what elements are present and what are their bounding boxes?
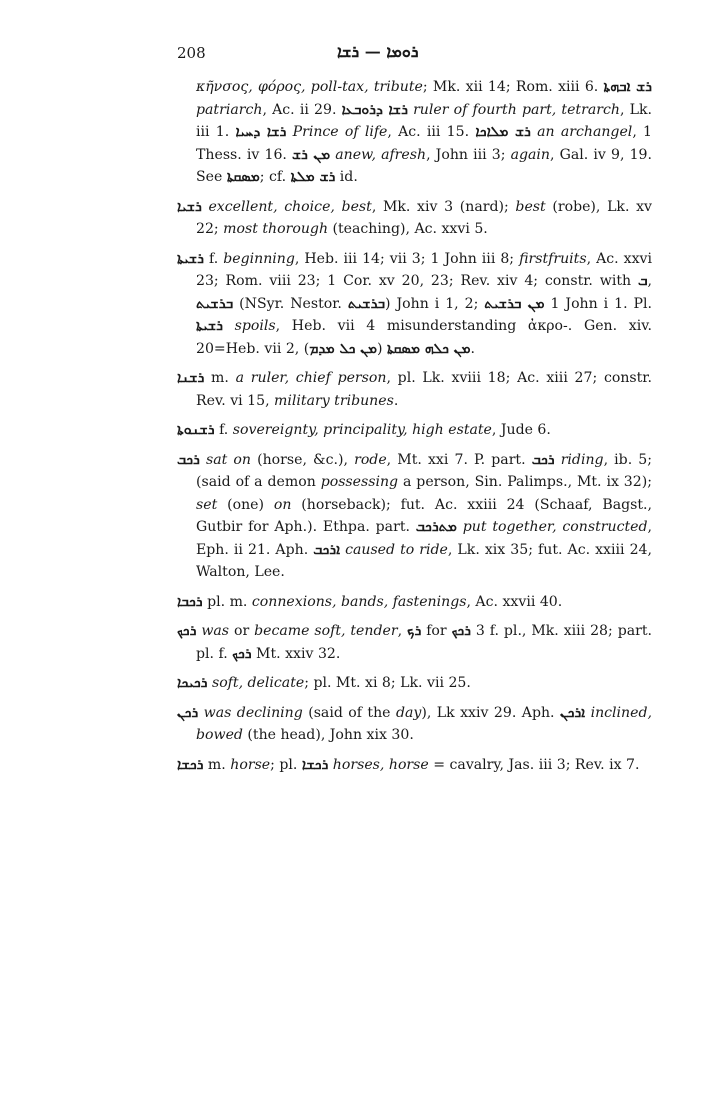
entry-text: for: [421, 623, 452, 639]
entry-text: (horseback); fut. Ac. xxiii 24 (Schaaf, Bagst., Gutbir for Aph.). Ethpa. part.: [196, 496, 652, 535]
entry-text: , Heb. iii 14; vii 3; 1 John iii 8;: [294, 250, 520, 267]
entry-text: = cavalry, Jas. iii 3; Rev. ix 7.: [428, 756, 640, 773]
gloss-text: on: [273, 496, 292, 513]
entry-text: .: [393, 392, 399, 409]
syriac-word: ܪܫܝܬܐ: [196, 318, 223, 334]
dictionary-entry: [177, 367, 652, 412]
syriac-word: ܒܪܫܝܬ: [196, 295, 234, 312]
entry-text: pl. m.: [202, 593, 252, 610]
gloss-text: connexions, bands, fastenings: [251, 593, 467, 610]
syriac-word: ܐܪܟܒ: [313, 541, 341, 558]
entry-text: , Ac. xxvii 40.: [466, 593, 563, 610]
gloss-text: set: [196, 496, 218, 513]
gloss-text: spoils: [234, 318, 276, 334]
entry-text: [223, 318, 235, 334]
entry-text: ,: [647, 273, 652, 289]
entry-text: , Mt. xxi 7. P. part.: [386, 451, 532, 468]
entry-text: , Mk. xiv 3 (nard);: [371, 198, 516, 215]
gloss-text: Prince of life: [292, 124, 388, 140]
entry-text: m.: [204, 370, 236, 386]
gloss-text: ruler of fourth part, tetrarch: [413, 101, 620, 118]
entry-text: .: [470, 340, 475, 357]
gloss-text: poll-tax, tribute: [310, 79, 423, 95]
syriac-word: ܪܫܝܬܐ: [177, 250, 204, 267]
dictionary-entry: [177, 672, 652, 695]
dictionary-entry: [177, 754, 652, 777]
dictionary-entry: [177, 419, 652, 442]
syriac-word: ܪܫܢܐ: [177, 370, 205, 386]
gloss-text: became soft, tender: [254, 623, 398, 639]
gloss-text: patriarch: [196, 101, 263, 118]
entry-text: ): [377, 340, 387, 357]
entry-text: , Jude 6.: [491, 422, 551, 438]
entry-text: , Ac. ii 29.: [262, 101, 342, 118]
gloss-text: riding: [560, 451, 604, 468]
syriac-word: ܪܫܢܘܬܐ: [177, 422, 215, 438]
syriac-word: ܪܟܟ: [232, 645, 252, 662]
syriac-word: ܪܟܟ: [451, 623, 471, 639]
entry-text: , 1 Thess. iv 16.: [196, 124, 653, 163]
gloss-text: caused to ride: [345, 541, 448, 558]
entry-text: (teaching), Ac. xxvi 5.: [328, 221, 488, 237]
entry-text: m.: [203, 756, 231, 773]
gloss-text: inclined, bowed: [196, 704, 652, 743]
running-head: ܪܘܡܐ — ܪܫܐ: [337, 42, 419, 61]
gloss-text: κῆνσος, φόρος,: [196, 79, 311, 95]
gloss-text: day: [395, 704, 422, 721]
syriac-word: ܒ: [637, 273, 648, 289]
page-number: 208: [177, 44, 206, 62]
entry-text: f.: [214, 422, 233, 438]
entry-text: ; cf.: [259, 169, 291, 185]
gloss-text: anew, afresh: [335, 146, 427, 163]
entry-text: , pl. Lk. xviii 18; Ac. xiii 27; constr. Rev. vi 15,: [196, 370, 652, 409]
syriac-word: ܪܟܝܟܐ: [177, 675, 208, 691]
syriac-word: ܪܟܟ: [177, 623, 197, 639]
dictionary-entry: [177, 196, 652, 241]
gloss-text: was declining: [203, 704, 303, 721]
entry-text: , Lk. xix 35; fut. Ac. xxiii 24, Walton, Lee.: [196, 541, 652, 580]
entry-text: (the head), John xix 30.: [242, 727, 414, 743]
entry-text: , Lk. iii 1.: [196, 101, 652, 140]
syriac-word: ܡܢ ܪܫ: [292, 146, 331, 163]
gloss-text: a ruler, chief person: [235, 370, 387, 386]
entry-text: or: [229, 623, 255, 639]
syriac-word: ܪܟ: [406, 623, 422, 639]
entry-text: ,: [397, 623, 407, 639]
entry-text: ; Mk. xii 14; Rom. xiii 6.: [422, 79, 604, 95]
syriac-word: ܪܫ ܡܠܬܐ: [290, 169, 336, 185]
entry-text: (one): [217, 496, 274, 513]
syriac-word: ܪܟܫܐ: [301, 756, 329, 773]
entry-text: ) John i 1, 2;: [385, 295, 485, 312]
syriac-word: ܡܢ ܒܪܫܝܬ: [484, 295, 545, 312]
entry-text: 1 John i 1. Pl.: [544, 295, 653, 312]
entry-text: (robe), Lk. xv 22;: [196, 198, 653, 237]
syriac-word: ܪܟܒ: [177, 451, 200, 468]
gloss-text: sat on: [205, 451, 251, 468]
entry-text: (horse, &c.),: [250, 451, 355, 468]
gloss-text: sovereignty, principality, high estate: [232, 422, 492, 438]
gloss-text: an archangel: [537, 124, 633, 140]
syriac-word: ܪܟܒ: [531, 451, 555, 468]
gloss-text: rode: [354, 451, 387, 468]
gloss-text: beginning: [223, 250, 295, 267]
syriac-word: ܡܣܩܬܐ: [226, 169, 260, 185]
gloss-text: military tribunes: [274, 392, 394, 409]
entry-text: id.: [335, 169, 358, 185]
entry-text: ), Lk xxiv 29. Aph.: [421, 704, 560, 721]
dictionary-entries: [177, 76, 652, 783]
syriac-word: ܪܟܒܐ: [177, 593, 203, 610]
entry-text: , John iii 3;: [426, 146, 511, 163]
syriac-word: ܡܢ ܟܠܗ ܡܣܩܬܐ: [386, 340, 471, 357]
syriac-word: ܡܢ ܟܠ ܡܕܡ: [309, 340, 377, 357]
entry-text: Mt. xxiv 32.: [251, 645, 341, 662]
entry-text: , Ac. xxvi 23; Rom. viii 23; 1 Cor. xv 20, 23; Rev. xiv 4; constr. with: [196, 250, 653, 289]
syriac-word: ܐܪܟܢ: [559, 704, 586, 721]
entry-text: , Heb. vii 4 misunderstanding ἀκρο-. Gen. xiv. 20=Heb. vii 2, (: [196, 318, 652, 357]
syriac-word: ܪܫܐ ܕܪܘܒܥܐ: [341, 101, 408, 118]
entry-text: , Eph. ii 21. Aph.: [196, 519, 652, 558]
gloss-text: excellent, choice, best: [208, 198, 372, 215]
syriac-word: ܪܟܫܐ: [177, 756, 204, 773]
syriac-word: ܪܫܐ ܕܚܝܐ: [235, 124, 287, 140]
gloss-text: best: [515, 198, 546, 215]
entry-text: ; pl.: [270, 756, 302, 773]
entry-continuation: [177, 76, 652, 189]
entry-text: f.: [203, 250, 224, 267]
gloss-text: horse: [230, 756, 271, 773]
gloss-text: was: [201, 623, 230, 639]
gloss-text: horses, horse: [332, 756, 429, 773]
entry-text: , Ac. iii 15.: [387, 124, 476, 140]
dictionary-entry: [177, 449, 652, 584]
entry-text: ; pl. Mt. xi 8; Lk. vii 25.: [304, 675, 471, 691]
entry-text: a person, Sin. Palimps., Mt. ix 32);: [398, 474, 652, 490]
entry-text: 3 f. pl., Mk. xiii 28; part. pl. f.: [196, 623, 653, 662]
syriac-word: ܒܪܫܝܬ: [347, 295, 386, 312]
syriac-word: ܪܫ ܐܒܗܬܐ: [603, 79, 652, 95]
entry-text: (said of the: [302, 704, 396, 721]
gloss-text: put together, constructed: [462, 519, 648, 535]
gloss-text: possessing: [320, 474, 399, 490]
syriac-word: ܪܫ ܡܠܐܟܐ: [475, 124, 531, 140]
entry-text: , Gal. iv 9, 19. See: [196, 146, 652, 185]
syriac-word: ܡܬܪܟܒ: [415, 519, 457, 535]
dictionary-entry: [177, 620, 652, 665]
gloss-text: firstfruits: [519, 250, 587, 267]
gloss-text: most thorough: [223, 221, 329, 237]
dictionary-entry: [177, 248, 652, 361]
page-header: [177, 44, 652, 68]
syriac-word: ܪܫܝܐ: [177, 198, 202, 215]
dictionary-entry: [177, 702, 652, 747]
syriac-word: ܪܟܢ: [177, 704, 199, 721]
gloss-text: soft, delicate: [211, 675, 305, 691]
dictionary-entry: [177, 591, 652, 614]
entry-text: , ib. 5; (said of a demon: [196, 451, 653, 490]
gloss-text: again: [510, 146, 551, 163]
entry-text: (NSyr. Nestor.: [233, 295, 348, 312]
